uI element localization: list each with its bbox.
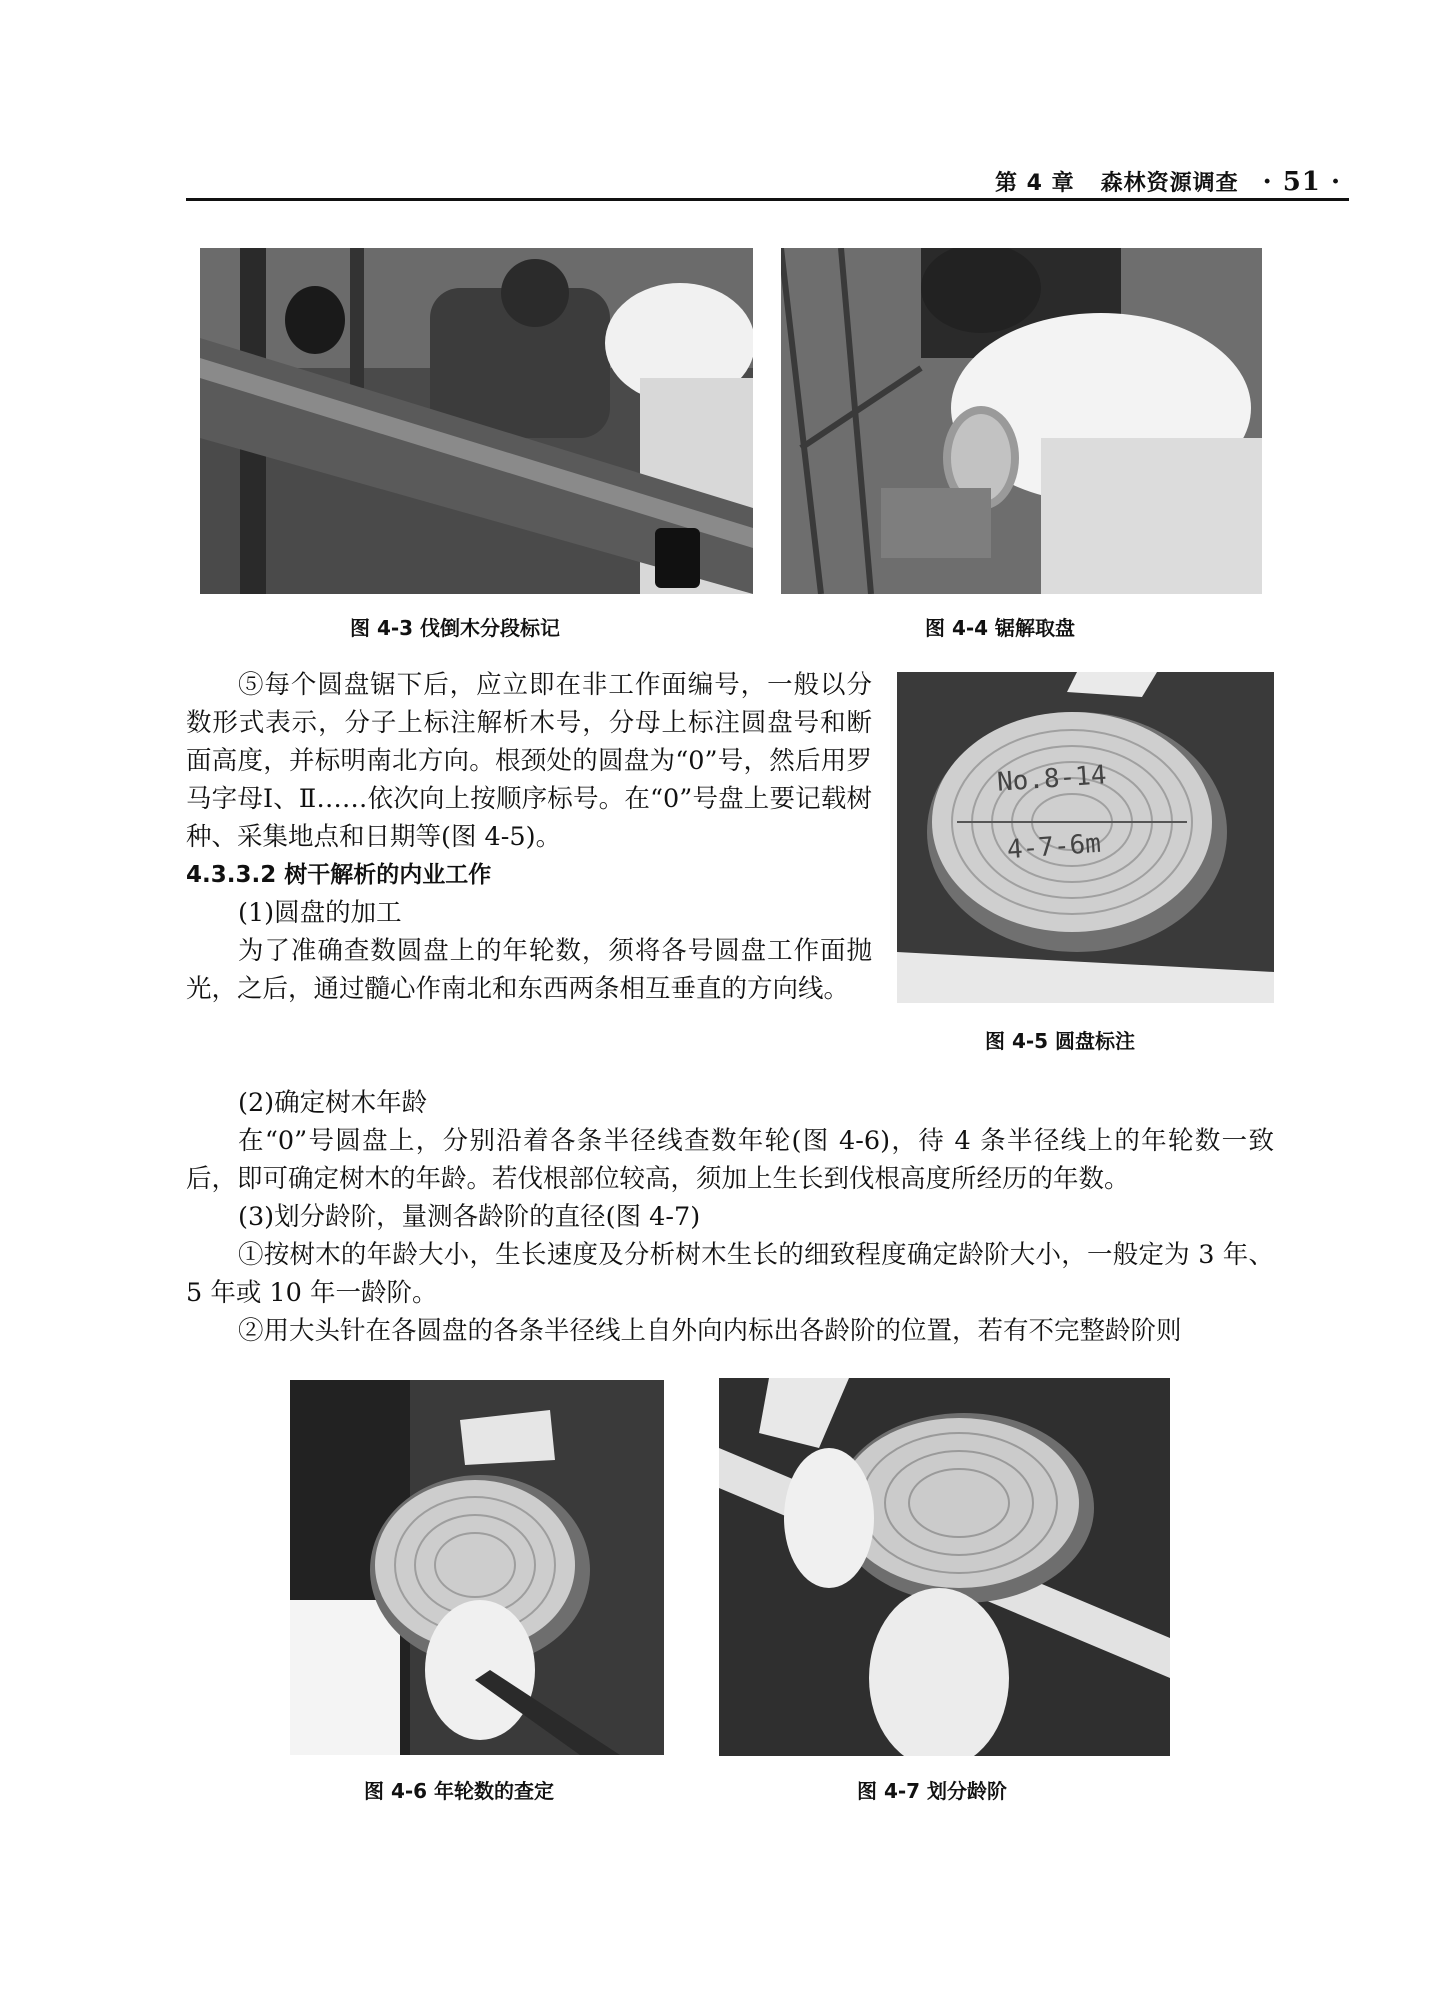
- disc-label-bottom: 4-7-6m: [1006, 828, 1102, 866]
- page-number: · 51 ·: [1262, 167, 1341, 197]
- subheading-tree-age: (2)确定树木年龄: [238, 1088, 428, 1118]
- body-full-width: [186, 1084, 1274, 1350]
- figure-4-3-photo: [200, 248, 753, 594]
- paragraph-age-class-size: ①按树木的年龄大小，生长速度及分析树木生长的细致程度确定龄阶大小，一般定为 3 年、5 年或 10 年一龄阶。: [186, 1240, 1274, 1308]
- figure-4-4-photo: [781, 248, 1262, 594]
- paragraph-age-class-marking: ②用大头针在各圆盘的各条半径线上自外向内标出各龄阶的位置，若有不完整龄阶则: [238, 1316, 1182, 1346]
- caption-fig-4-7: 图 4-7 划分龄阶: [857, 1779, 1008, 1803]
- figure-4-6-photo: [290, 1380, 664, 1755]
- paragraph-disc-numbering: ⑤每个圆盘锯下后，应立即在非工作面编号，一般以分数形式表示，分子上标注解析木号，分母上标注圆盘号和断面高度，并标明南北方向。根颈处的圆盘为“0”号，然后用罗马字母Ⅰ、Ⅱ……依次向上按顺序标号。在“0”号盘上要记载树种、采集地点和日期等(图 4-5)。: [186, 670, 872, 852]
- paragraph-tree-age: 在“0”号圆盘上，分别沿着各条半径线查数年轮(图 4-6)，待 4 条半径线上的年轮数一致后，即可确定树木的年龄。若伐根部位较高，须加上生长到伐根高度所经历的年数。: [186, 1126, 1274, 1194]
- figure-4-7-photo: [719, 1378, 1170, 1756]
- figure-4-5-photo: [897, 672, 1274, 1003]
- section-heading: 4.3.3.2 树干解析的内业工作: [186, 862, 492, 888]
- running-header: [186, 166, 1349, 198]
- subheading-age-classes: (3)划分龄阶，量测各龄阶的直径(图 4-7): [238, 1202, 701, 1232]
- body-left-column: [186, 666, 872, 1008]
- caption-fig-4-6: 图 4-6 年轮数的查定: [364, 1779, 555, 1803]
- caption-fig-4-4: 图 4-4 锯解取盘: [925, 616, 1076, 640]
- caption-fig-4-5: 图 4-5 圆盘标注: [985, 1029, 1136, 1053]
- paragraph-disc-polish: 为了准确查数圆盘上的年轮数，须将各号圆盘工作面抛光，之后，通过髓心作南北和东西两条相互垂直的方向线。: [186, 936, 872, 1004]
- header-rule: [186, 198, 1349, 201]
- header-text: [995, 166, 1341, 197]
- subheading-disc-processing: (1)圆盘的加工: [238, 898, 402, 928]
- chapter-title: 第 4 章 森林资源调查: [995, 171, 1239, 196]
- disc-label-top: No.8-14: [996, 760, 1108, 798]
- caption-fig-4-3: 图 4-3 伐倒木分段标记: [350, 616, 561, 640]
